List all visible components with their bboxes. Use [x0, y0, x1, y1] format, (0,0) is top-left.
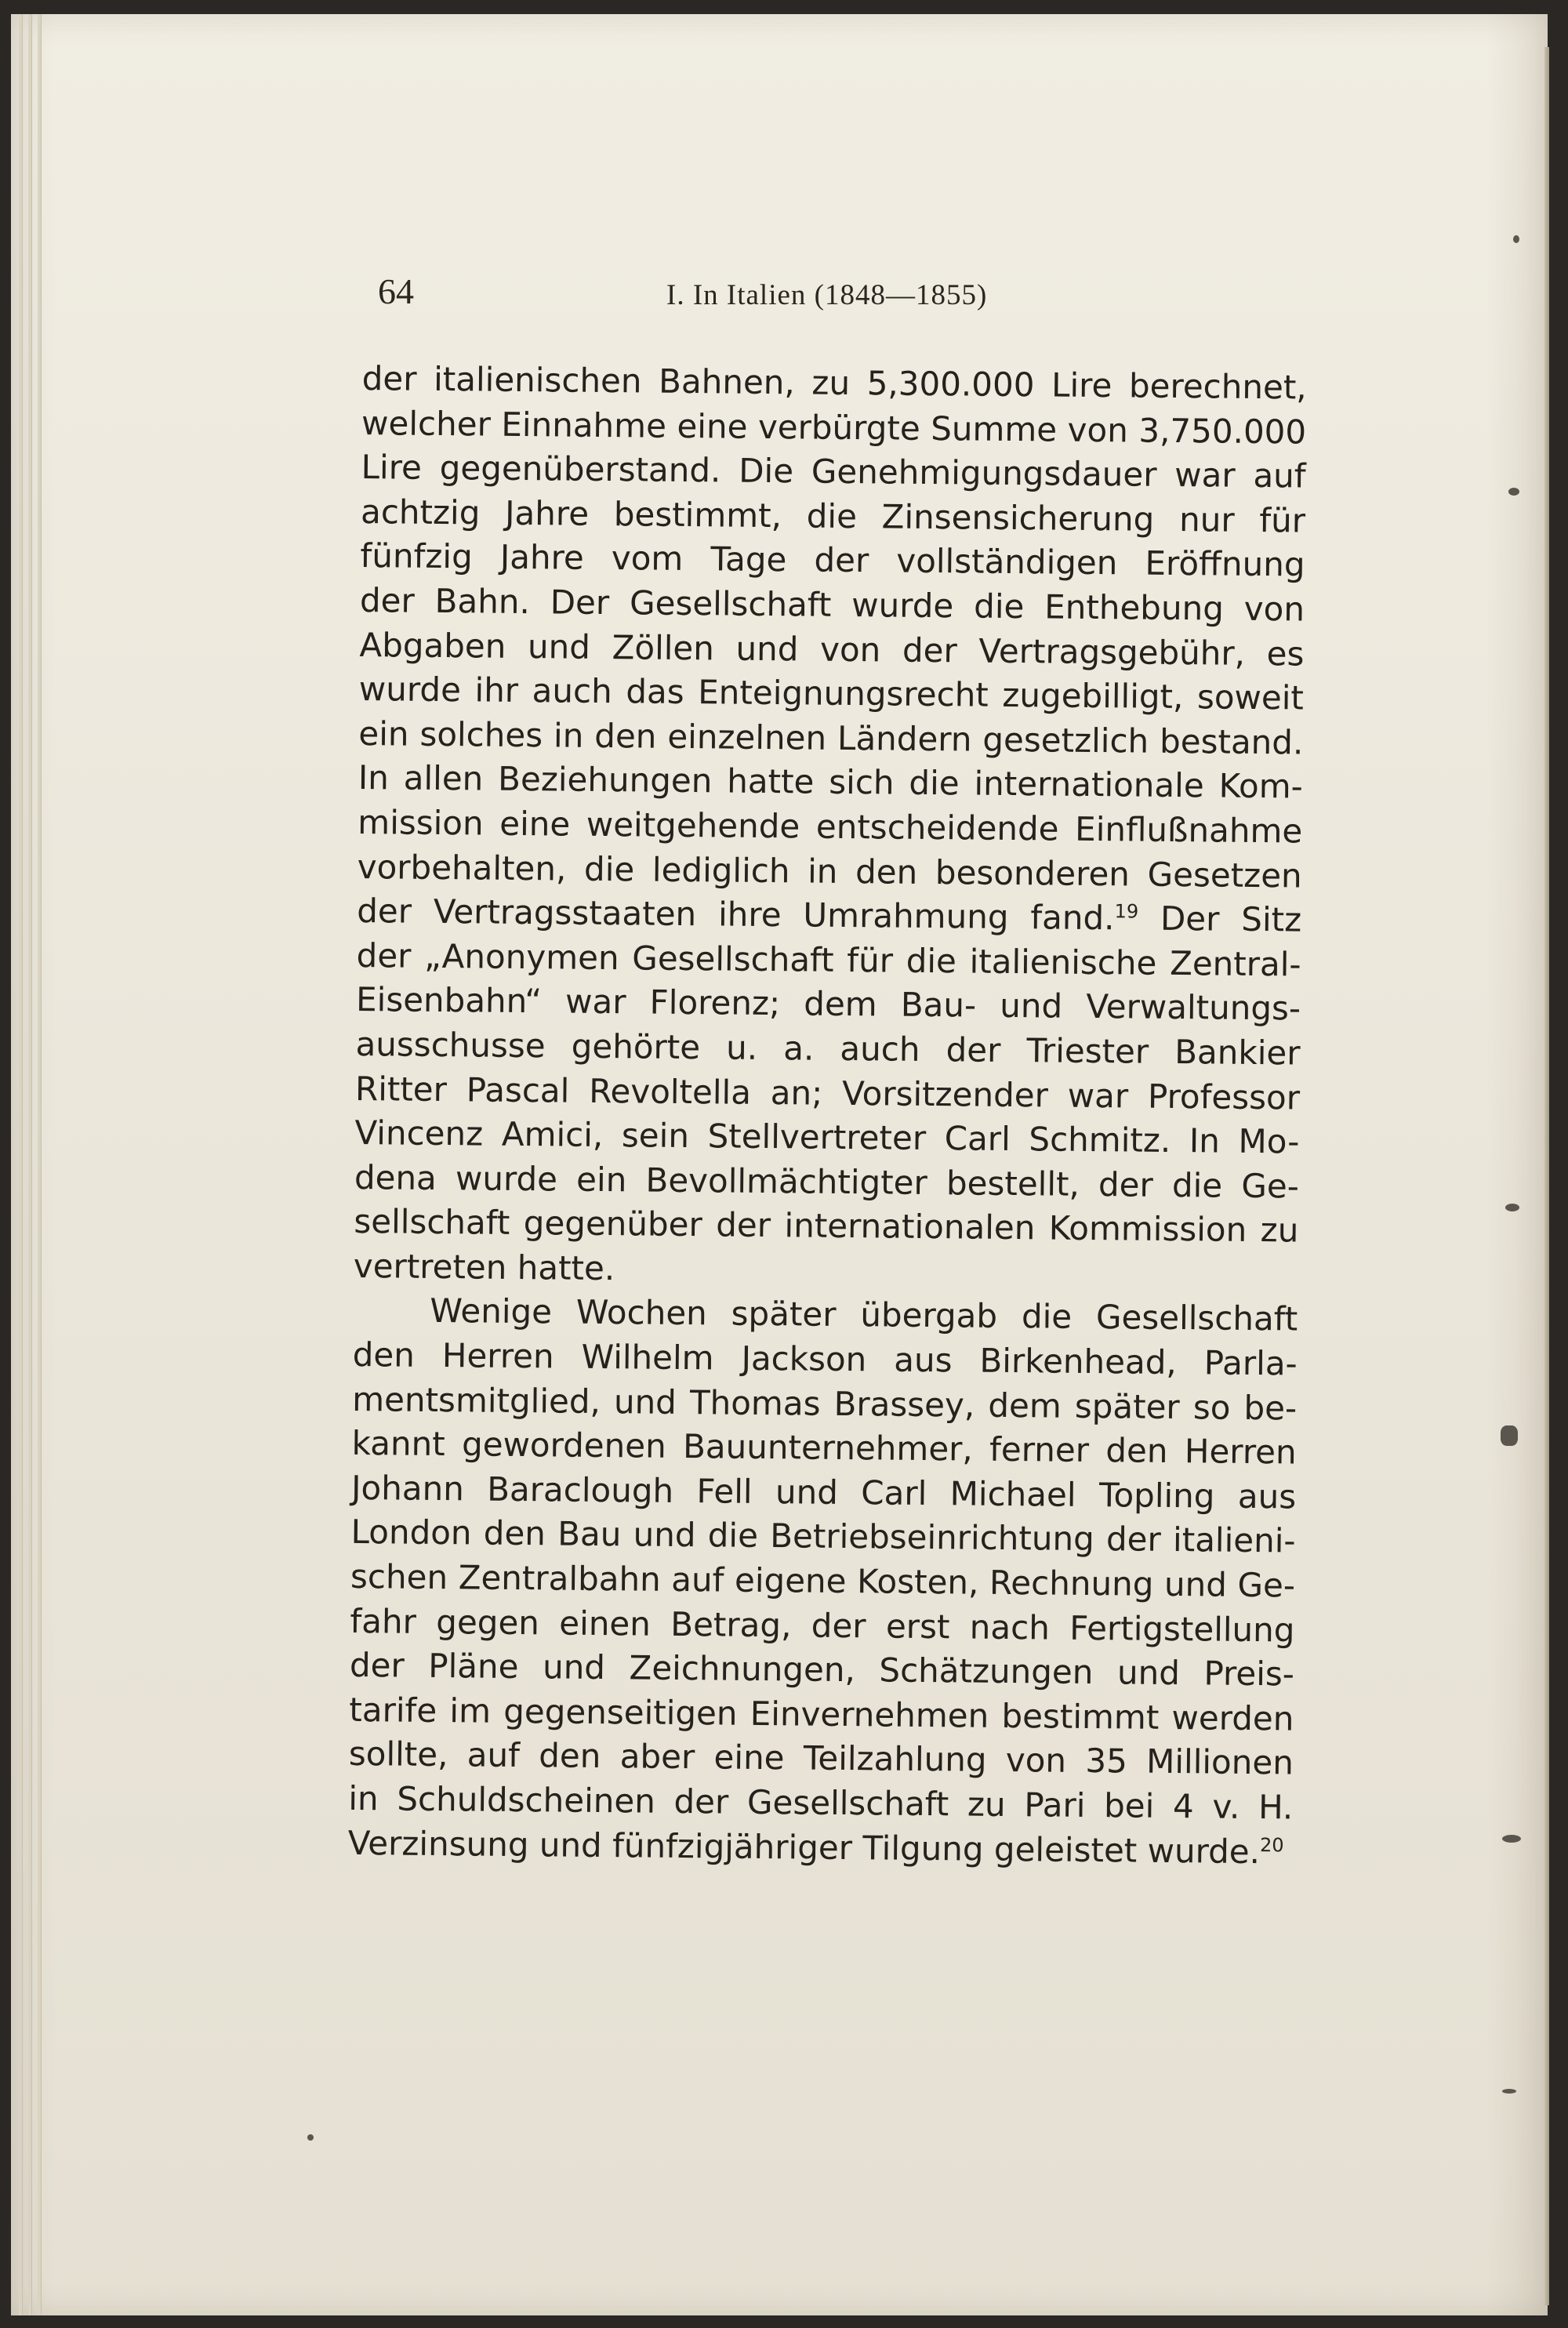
text-line: der „Anonymen Gesellschaft für die italienische Zentral-	[356, 935, 1301, 984]
text-line: schen Zentralbahn auf eigene Kosten, Rechnung und Ge-	[350, 1556, 1296, 1605]
ink-speck	[1502, 2089, 1516, 2094]
text-line: der Bahn. Der Gesellschaft wurde die Enthebung von	[359, 580, 1305, 629]
paragraph-2	[348, 1288, 1298, 1874]
text-line: kannt gewordenen Bauunternehmer, ferner den Herren	[351, 1424, 1297, 1472]
text-line: ausschusse gehörte u. a. auch der Triester Bankier	[355, 1024, 1301, 1073]
page-edge	[19, 14, 23, 2315]
ink-speck	[1508, 488, 1519, 496]
running-head: I. In Italien (1848—1855)	[666, 279, 988, 311]
text-segment: der Vertragsstaaten ihre Umrahmung fand.	[356, 892, 1115, 938]
text-line: mentsmitglied, und Thomas Brassey, dem später so be-	[352, 1379, 1298, 1428]
text-line: Ritter Pascal Revoltella an; Vorsitzender war Professor	[354, 1069, 1301, 1117]
body-text	[348, 357, 1307, 1875]
text-line: Vincenz Amici, sein Stellvertreter Carl Schmitz. In Mo-	[354, 1113, 1300, 1161]
ink-speck	[1505, 1204, 1519, 1211]
paragraph-1	[354, 357, 1307, 1298]
ink-speck	[1502, 1835, 1521, 1843]
text-line: der italienischen Bahnen, zu 5,300.000 Lire berechnet,	[361, 358, 1307, 407]
text-line: fünfzig Jahre vom Tage der vollständigen Eröffnung	[360, 536, 1305, 584]
text-line: wurde ihr auch das Enteignungsrecht zugebilligt, soweit	[358, 670, 1305, 717]
text-line: vorbehalten, die lediglich in den besonderen Gesetzen	[357, 847, 1302, 895]
text-line: Abgaben und Zöllen und von der Vertragsgebühr, es	[359, 625, 1305, 674]
text-line: In allen Beziehungen hatte sich die internationale Kom-	[358, 758, 1304, 806]
ink-speck	[1501, 1425, 1518, 1446]
text-line: den Herren Wilhelm Jackson aus Birkenhead, Parla-	[352, 1335, 1298, 1383]
text-line: Eisenbahn“ war Florenz; dem Bau- und Verwaltungs-	[355, 980, 1301, 1028]
text-line: sollte, auf den aber eine Teilzahlung von 35 Millionen	[348, 1734, 1294, 1782]
text-line: welcher Einnahme eine verbürgte Summe von 3,750.000	[361, 403, 1307, 452]
ink-speck	[1513, 235, 1519, 243]
text-line: fahr gegen einen Betrag, der erst nach Fertigstellung	[350, 1601, 1295, 1650]
text-segment: Verzinsung und fünfzigjähriger Tilgung geleistet wurde.	[347, 1823, 1261, 1871]
text-line: Johann Baraclough Fell und Carl Michael Topling aus	[350, 1468, 1297, 1516]
binding-edge	[1544, 47, 1549, 2305]
text-line: der Pläne und Zeichnungen, Schätzungen und Preis-	[349, 1646, 1295, 1694]
text-line: sellschaft gegenüber der internationalen Kommission zu	[354, 1202, 1299, 1250]
page-number: 64	[378, 271, 414, 311]
page-edge	[38, 14, 42, 2315]
ink-speck	[307, 2134, 314, 2141]
text-line: mission eine weitgehende entscheidende Einflußnahme	[358, 802, 1303, 851]
text-line: tarife im gegenseitigen Einvernehmen bestimmt werden	[349, 1690, 1294, 1738]
text-line: ein solches in den einzelnen Ländern gesetzlich bestand.	[358, 714, 1304, 762]
text-line: vertreten hatte.	[353, 1246, 615, 1288]
footnote-ref-19: 19	[1114, 900, 1139, 923]
footnote-ref-20: 20	[1259, 1833, 1284, 1856]
text-line-with-footnote	[348, 1821, 1293, 1875]
page-edge	[28, 14, 32, 2315]
text-line: achtzig Jahre bestimmt, die Zinsensicherung nur für	[360, 492, 1306, 540]
text-line: dena wurde ein Bevollmächtigter bestellt, der die Ge-	[354, 1157, 1300, 1206]
text-line: Wenige Wochen später übergab die Gesellschaft	[430, 1291, 1298, 1338]
page-header	[378, 271, 1319, 325]
text-line: London den Bau und die Betriebseinrichtung der italieni-	[350, 1513, 1296, 1560]
text-segment: Der Sitz	[1160, 899, 1302, 939]
text-line: in Schuldscheinen der Gesellschaft zu Pari bei 4 v. H.	[348, 1778, 1294, 1827]
text-line: Lire gegenüberstand. Die Genehmigungsdauer war auf	[361, 448, 1306, 496]
